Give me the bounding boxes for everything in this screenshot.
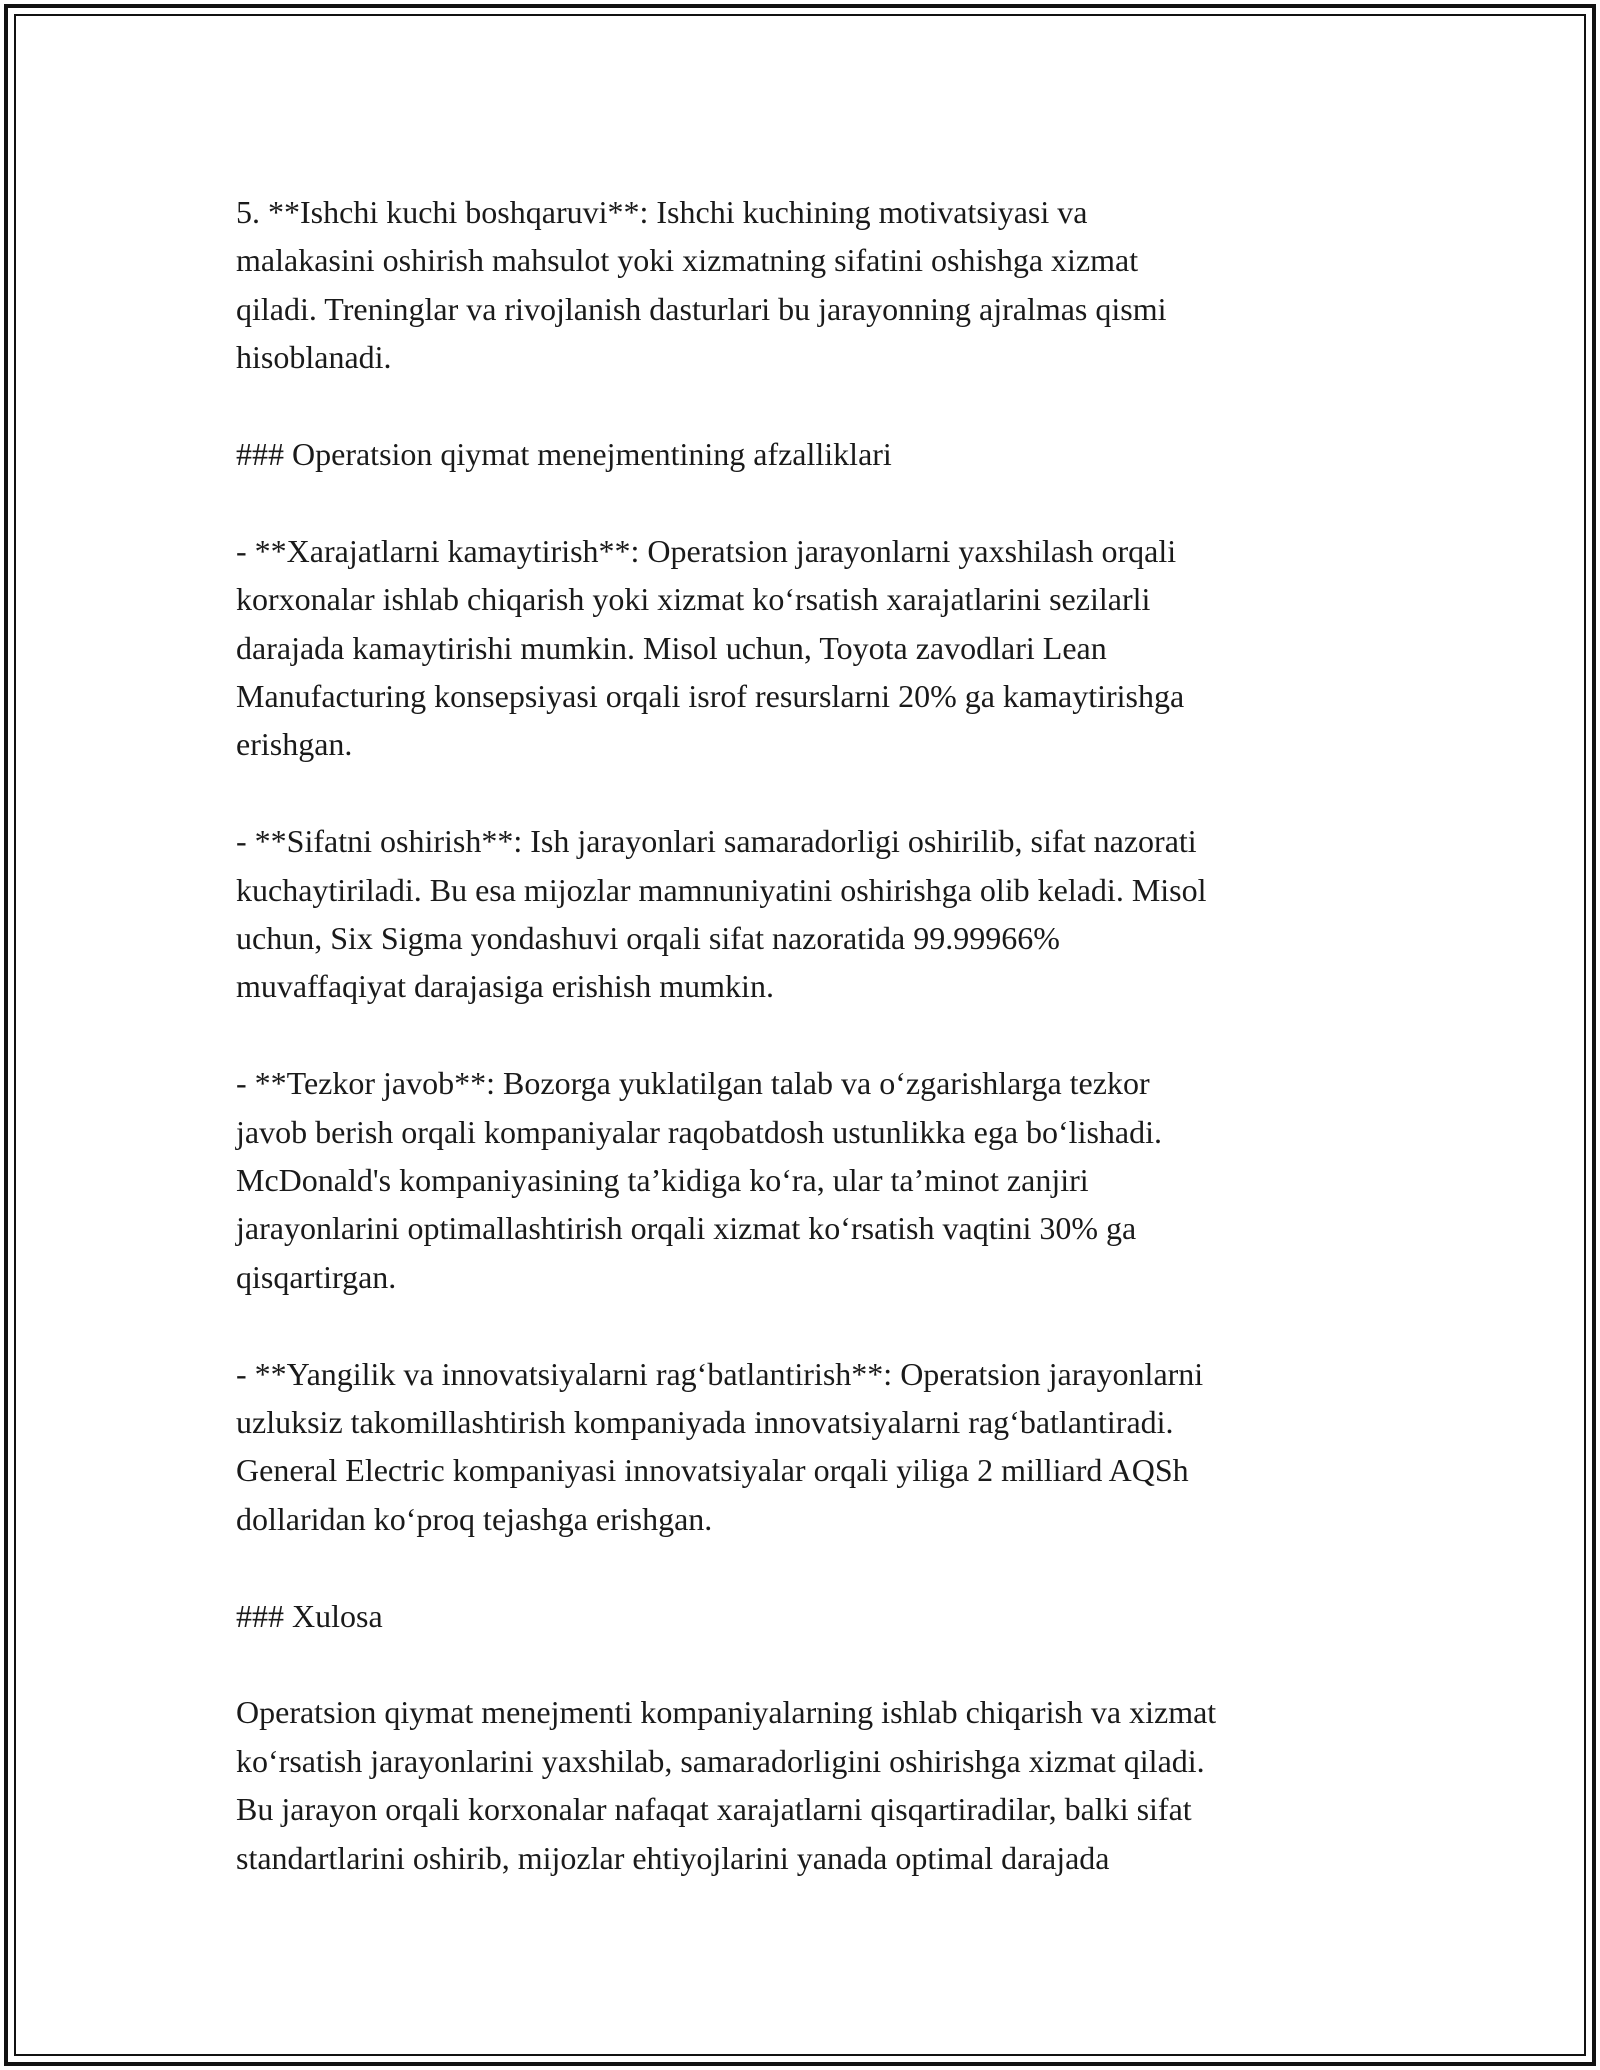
document-body: [236, 188, 1386, 1882]
heading-conclusion: ### Xulosa: [236, 1597, 383, 1634]
heading-advantages: ### Operatsion qiymat menejmentining afzalliklari: [236, 436, 892, 473]
bullet-cost-reduction: - **Xarajatlarni kamaytirish**: Operatsion jarayonlarni yaxshilash orqali korxonalar ishlab chiqarish yoki xizmat ko‘rsatish xarajatlarini sezilarli darajada kamaytirishi mumkin. Misol uchun, Toyota zavodlari Lean Manufacturing konsepsiyasi orqali isrof resurslarni 20% ga kamaytirishga erishgan.: [236, 532, 1185, 763]
paragraph-conclusion: Operatsion qiymat menejmenti kompaniyalarning ishlab chiqarish va xizmat ko‘rsatish jarayonlarini yaxshilab, samaradorligini oshirishga xizmat qiladi. Bu jarayon orqali korxonalar nafaqat xarajatlarni qisqartiradilar, balki sifat standartlarini oshirib, mijozlar ehtiyojlarini yanada optimal darajada: [236, 1694, 1217, 1876]
paragraph-workforce-management: 5. **Ishchi kuchi boshqaruvi**: Ishchi kuchining motivatsiyasi va malakasini oshirish mahsulot yoki xizmatning sifatini oshishga xizmat qiladi. Treninglar va rivojlanish dasturlari bu jarayonning ajralmas qismi hisoblanadi.: [236, 194, 1167, 376]
bullet-fast-response: - **Tezkor javob**: Bozorga yuklatilgan talab va o‘zgarishlarga tezkor javob berish orqali kompaniyalar raqobatdosh ustunlikka ega bo‘lishadi. McDonald's kompaniyasining ta’kidiga ko‘ra, ular ta’minot zanjiri jarayonlarini optimallashtirish orqali xizmat ko‘rsatish vaqtini 30% ga qisqartirgan.: [236, 1065, 1162, 1295]
bullet-quality-improvement: - **Sifatni oshirish**: Ish jarayonlari samaradorligi oshirilib, sifat nazorati kuchaytiriladi. Bu esa mijozlar mamnuniyatini oshirishga olib keladi. Misol uchun, Six Sigma yondashuvi orqali sifat nazoratida 99.99966% muvaffaqiyat darajasiga erishish mumkin.: [236, 823, 1207, 1005]
bullet-innovation: - **Yangilik va innovatsiyalarni rag‘batlantirish**: Operatsion jarayonlarni uzluksiz takomillashtirish kompaniyada innovatsiyalarni rag‘batlantiradi. General Electric kompaniyasi innovatsiyalar orqali yiliga 2 milliard AQSh dollaridan ko‘proq tejashga erishgan.: [236, 1355, 1204, 1537]
